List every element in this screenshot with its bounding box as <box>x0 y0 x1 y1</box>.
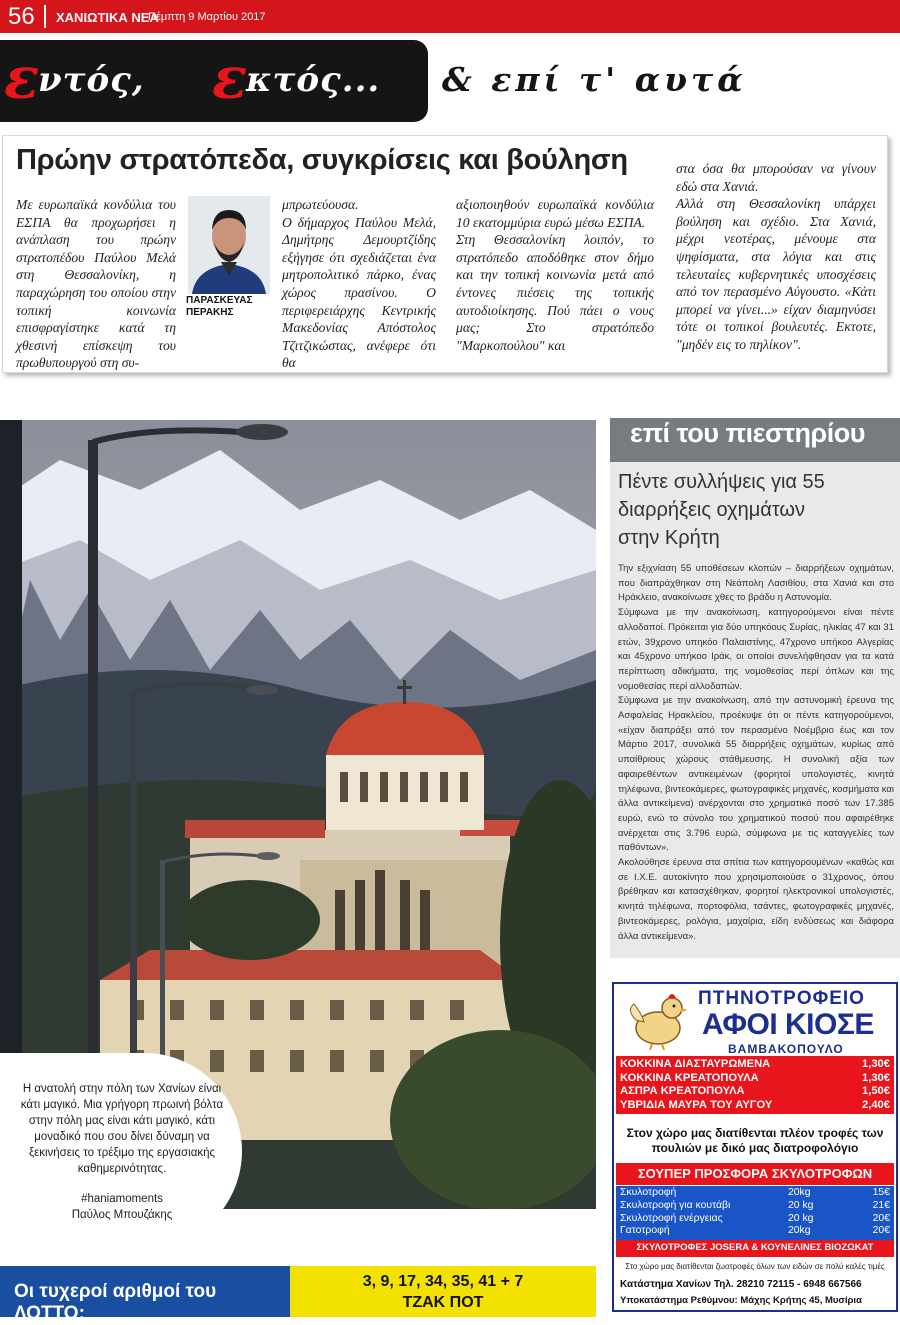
caption-text: Η ανατολή στην πόλη των Χανίων είναι κάτι μαγικό. Μια γρήγορη πρωινή βόλτα στην πόλη μας είναι κάτι μαγικό, κάτι μοναδικό που σου δίνει δύναμη να ξεκινήσεις το τρέξιμο της εργασιακής καθημερινότητας. <box>20 1083 224 1175</box>
press-section-title: επί του πιεστηρίου <box>630 418 865 448</box>
ad-message: Στον χώρο μας διατίθενται πλέον τροφές των πουλιών με δικό μας διατροφολόγιο <box>626 1126 884 1155</box>
price-row <box>620 1099 890 1113</box>
chicken-logo-icon <box>622 990 692 1050</box>
press-headline: Πέντε συλλήψεις για 55 διαρρήξεις οχημάτων στην Κρήτη <box>618 471 825 549</box>
dog-food-row <box>620 1213 890 1226</box>
ad-shop-type: ΠΤΗΝΟΤΡΟΦΕΙΟ <box>698 988 865 1009</box>
price-row <box>620 1058 890 1072</box>
price-item: ΚΟΚΚΙΝΑ ΔΙΑΣΤΑΥΡΩΜΕΝΑ <box>620 1058 771 1070</box>
press-body <box>618 562 894 944</box>
price-item: ΑΣΠΡΑ ΚΡΕΑΤΟΠΟΥΛΑ <box>620 1085 745 1097</box>
dog-food-row <box>620 1200 890 1213</box>
issue-date: Πέμπτη 9 Μαρτίου 2017 <box>148 11 266 23</box>
dog-food-weight: 20kg <box>788 1187 811 1198</box>
dog-food-item: Σκυλοτροφή για κουτάβι <box>620 1199 731 1211</box>
lotto-results <box>290 1266 596 1317</box>
article-column-2: μπρωτεύουσα. Ο δήμαρχος Παύλου Μελά, Δημήτρης Δεμουρτζίδης εξήγησε ότι σχεδιάζεται ένα μητροπολιτικό πάρκο, ένας χώρος πρασίνου. Ο περιφερειάρχης Κεντρικής Μακεδονίας Απόστολος Τζιτζικώστας, ανέφερε ότι θα <box>282 197 436 371</box>
rubric-initial-1: ε <box>4 44 40 112</box>
lotto-label: Οι τυχεροί αριθμοί του ΛΟΤΤΟ: <box>0 1266 290 1317</box>
ad-price-list <box>616 1056 894 1114</box>
rubric-word-2: κτός... <box>246 60 381 100</box>
dog-food-row <box>620 1225 890 1238</box>
press-paragraph: Ακολούθησε έρευνα στα σπίτια των κατηγορουμένων «καθώς και σε Ι.Χ.Ε. αυτοκίνητο που χρησιμοποιούσε ο 31χρονος, όπου βρέθηκαν και κατασχέθηκαν, φορητοί ηλεκτρονικοί υπολογιστές, κινητά τηλέφωνα, πορτοφόλια, τσάντες, φωτογραφικές μηχανές, βιντεοκάμερες, ρολόγια, μαχαίρια, είδη ενδύσεως και διάφορα άλλα αντικείμενα». <box>618 857 894 942</box>
author-photo <box>188 196 270 294</box>
rubric-subtitle: & επί τ' αυτά <box>442 60 747 99</box>
dog-food-item: Γατοτροφή <box>620 1225 670 1237</box>
ad-brands: ΣΚΥΛΟΤΡΟΦΕΣ JOSERA & ΚΟΥΝΕΛΙΝΕΣ ΒΙΟΖΩΚΑΤ <box>616 1240 894 1257</box>
price-row <box>620 1072 890 1086</box>
rubric-word-1: ντός, <box>38 60 145 100</box>
poultry-shop-ad <box>612 982 898 1312</box>
author-last-name: ΠΕΡΑΚΗΣ <box>186 307 234 318</box>
press-paragraph: Σύμφωνα με την ανακοίνωση, από την αστυνομική έρευνα της Ασφαλείας Ηρακλείου, προέκυψε ότι οι πέντε κατηγορούμενοι, «είχαν διαπράξει από τον περασμένο Νοέμβριο έως και τον Μάρτιο 2017, συνολικά 55 διαρρήξεις οχημάτων, κυρίως από υπαίθριους χώρους στάθμευσης. Η συνολική αξία των αφαιρεθέντων αντικειμένων (φορητοί υπολογιστές, κινητά τηλέφωνα, βιντεοκάμερες, φωτογραφικές μηχανές, κοσμήματα και άλλα αντικείμενα) ανέρχονται στο χρηματικό ποσό των 17.385 ευρώ, ενώ το σύνολο του χρηματικού ποσού που αφαιρέθηκε ανέρχεται στις 3.796 ευρώ, σύμφωνα με τις καταγγελίες των παθόντων». <box>618 695 894 854</box>
caption-author: Παύλος Μπουζάκης <box>71 1209 173 1221</box>
ad-note: Στο χώρο μας διατίθενται ζωοτροφές όλων των ειδών σε πολύ καλές τιμές <box>625 1262 885 1271</box>
caption-hashtag: #haniamoments <box>81 1193 163 1205</box>
price-value: 1,30€ <box>862 1071 890 1084</box>
dog-food-price: 21€ <box>872 1199 890 1211</box>
dog-food-price: 20€ <box>872 1212 890 1224</box>
author-first-name: ΠΑΡΑΣΚΕΥΑΣ <box>186 295 253 306</box>
price-item: ΥΒΡΙΔΙΑ ΜΑΥΡΑ ΤΟΥ ΑΥΓΟΥ <box>620 1098 773 1111</box>
ad-offer-title: ΣΟΥΠΕΡ ΠΡΟΣΦΟΡΑ ΣΚΥΛΟΤΡΟΦΩΝ <box>616 1163 894 1185</box>
price-value: 1,50€ <box>862 1085 890 1097</box>
ad-store-branch: Υποκατάστημα Ρεθύμνου: Μάχης Κρήτης 45, Μυσίρια <box>620 1295 862 1306</box>
article-column-1: Με ευρωπαϊκά κονδύλια του ΕΣΠΑ θα προχωρήσει η ανάπλαση του πρώην στρατοπέδου Παύλου Μελά στη Θεσσαλονίκη, η παραχώρηση του οποίου στην τοπική κοινωνία επισφραγίστηκε κατά τη χθεσινή επίσκεψη του πρωθυπουργού στη συ- <box>16 197 176 371</box>
ad-shop-name: ΑΦΟΙ ΚΙΟΣΕ <box>702 1008 874 1041</box>
dog-food-price: 20€ <box>872 1225 890 1237</box>
dog-food-item: Σκυλοτροφή ενέργειας <box>620 1212 723 1224</box>
ad-shop-location: ΒΑΜΒΑΚΟΠΟΥΛΟ <box>728 1042 844 1056</box>
price-value: 2,40€ <box>862 1098 890 1111</box>
ad-dog-food-list <box>616 1186 894 1240</box>
price-row <box>620 1085 890 1099</box>
newspaper-name: ΧΑΝΙΩΤΙΚΑ ΝΕΑ <box>56 10 159 25</box>
rubric-initial-2: ε <box>212 44 248 112</box>
dog-food-weight: 20 kg <box>788 1212 814 1224</box>
ad-store-main: Κατάστημα Χανίων Τηλ. 28210 72115 - 6948 667566 <box>620 1279 862 1290</box>
author-byline <box>186 295 252 319</box>
photo-caption <box>0 1053 242 1249</box>
page-number: 56 <box>8 3 35 30</box>
press-paragraph: Την εξιχνίαση 55 υποθέσεων κλοπών – διαρρήξεων οχημάτων, που διαπράχθηκαν στη Νεάπολη Λασιθίου, στα Χανιά και στο Ηράκλειο, ανακοίνωσε χθες το βράδυ η Αστυνομία. <box>618 563 894 604</box>
article-headline: Πρώην στρατόπεδα, συγκρίσεις και βούληση <box>16 144 628 176</box>
dog-food-weight: 20 kg <box>788 1199 814 1211</box>
lotto-jackpot: ΤΖΑΚ ΠΟΤ <box>402 1294 484 1311</box>
dog-food-item: Σκυλοτροφή <box>620 1187 677 1198</box>
price-value: 1,30€ <box>862 1058 890 1070</box>
article-column-3: αξιοποιηθούν ευρωπαϊκά κονδύλια 10 εκατομμύρια ευρώ μέσω ΕΣΠΑ. Στη Θεσσαλονίκη λοιπόν, το στρατόπεδο αποδόθηκε στον δήμο και την τοπική κοινωνία μετά από έντονες πιέσεις της τοπικής αυτοδιοίκησης. Πού πάει ο νους μας; Στο στρατόπεδο "Μαρκοπούλου" και <box>456 197 654 353</box>
dog-food-weight: 20kg <box>788 1225 811 1237</box>
press-paragraph: Σύμφωνα με την ανακοίνωση, κατηγορούμενοι είναι πέντε αλλοδαποί. Πρόκειται για δύο υπηκόους Συρίας, ηλικίας 47 και 31 ετών, 39χρονο υπηκόο Παλαιστίνης, 47χρονο υπήκοο Αλγερίας και 45χρονο υπήκοο Ιράκ, οι οποίοι συνελήφθησαν για τα κατά περίπτωση αδικήματα, της νομοθεσίας περί όπλων και της νομοθεσίας περί αλλοδαπών. <box>618 607 894 692</box>
article-column-4: στα όσα θα μπορούσαν να γίνουν εδώ στα Χανιά. Αλλά στη Θεσσαλονίκη υπάρχει βούληση και σχέδιο. Στα Χανιά, μέχρι νεοτέρας, μένουμε στα ψηφίσματα, στα λόγια και στις τελευταίες κυβερνητικές υποσχέσεις από τον περασμένο Αύγουστο. «Κάτι μπορεί να γίνει...» είχαν διαμηνύσει τότε οι τοπικοί βουλευτές. Εκτοτε, "μηδέν εις το πηλίκον". <box>676 161 876 352</box>
dog-food-row <box>620 1187 890 1200</box>
dog-food-price: 15€ <box>872 1187 890 1198</box>
price-item: ΚΟΚΚΙΝΑ ΚΡΕΑΤΟΠΟΥΛΑ <box>620 1071 759 1084</box>
header-divider <box>44 5 46 28</box>
lotto-numbers: 3, 9, 17, 34, 35, 41 + 7 <box>362 1273 524 1290</box>
